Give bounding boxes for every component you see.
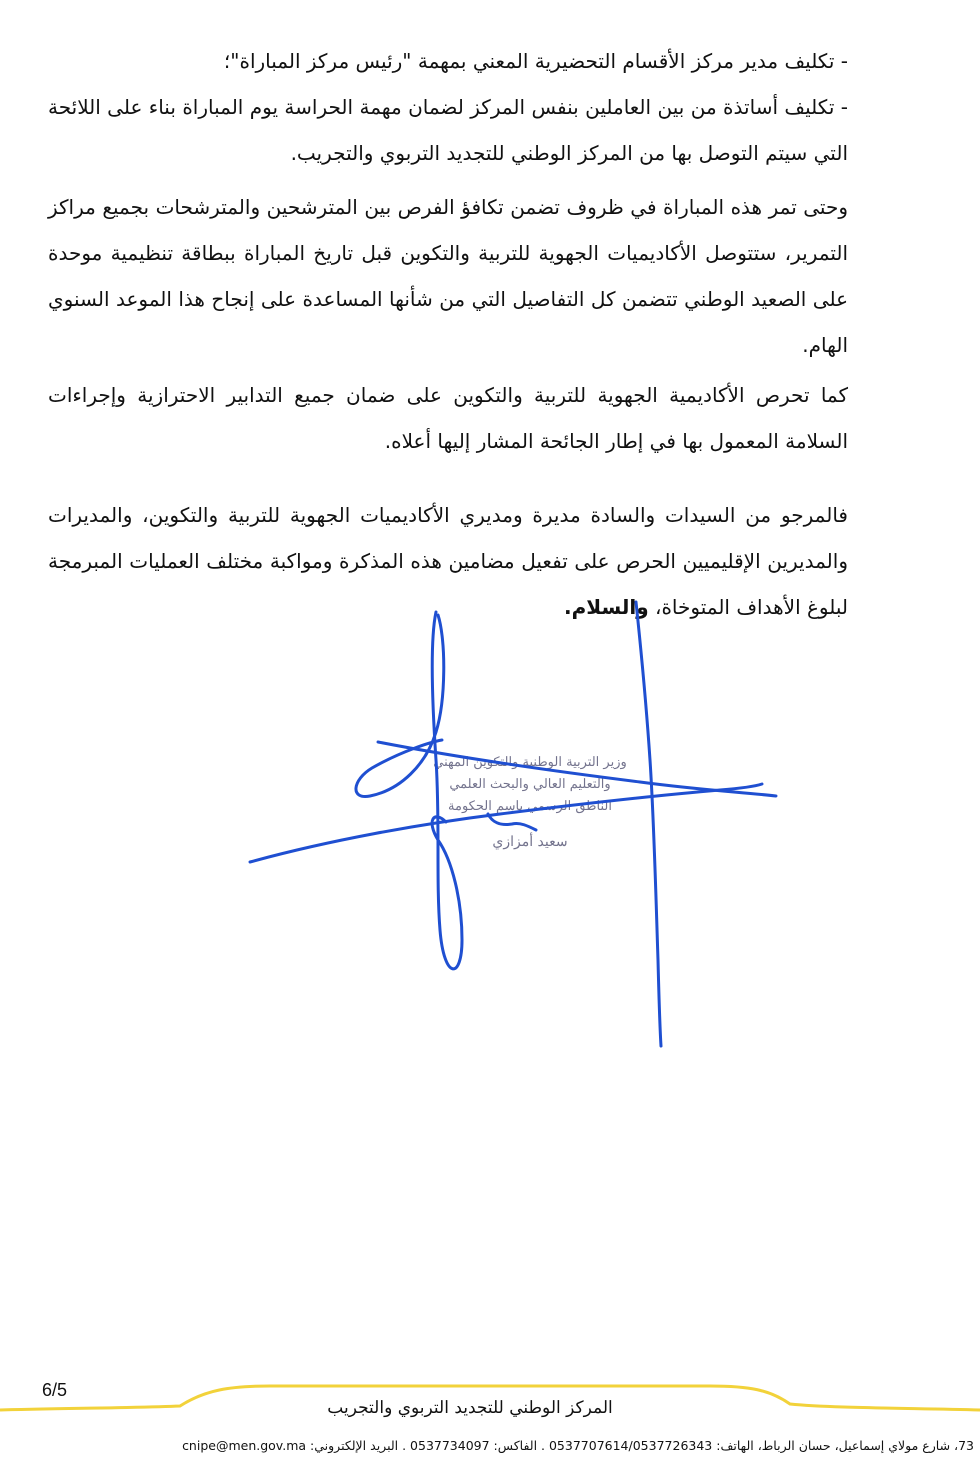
official-stamp: [420, 752, 640, 850]
footer-institution-name: المركز الوطني للتجديد التربوي والتجريب: [327, 1398, 613, 1418]
stamp-line: وزير التربية الوطنية والتكوين المهني: [433, 755, 627, 770]
closing-salutation: والسلام.: [564, 595, 649, 619]
stamp-line: الناطق الرسمي باسم الحكومة: [448, 799, 612, 814]
footer-address-text: 73، شارع مولاي إسماعيل، حسان الرباط، الهاتف: 0537707614/0537726343 . الفاكس: 0537734097 . البريد الإلكتروني:: [310, 1438, 974, 1453]
paragraph-text: كما تحرص الأكاديمية الجهوية للتربية والتكوين على ضمان جميع التدابير الاحترازية وإجراءات السلامة المعمول بها في إطار الجائحة المشار إليها أعلاه.: [48, 383, 848, 453]
paragraph-text: وحتى تمر هذه المباراة في ظروف تضمن تكافؤ الفرص بين المترشحين والمترشحات بجميع مراكز التمرير، ستتوصل الأكاديميات الجهوية للتربية والتكوين قبل تاريخ المباراة ببطاقة تنظيمية موحدة على الصعيد الوطني تتضمن كل التفاصيل التي من شأنها المساعدة على إنجاح هذا الموعد السنوي الهام.: [48, 195, 848, 357]
signatory-name: سعيد أمزازي: [492, 834, 568, 850]
list-item: - تكليف أساتذة من بين العاملين بنفس المركز لضمان مهمة الحراسة يوم المباراة بناء على اللائحة التي سيتم التوصل بها من المركز الوطني للتجديد التربوي والتجريب.: [48, 95, 848, 165]
request-text: فالمرجو من السيدات والسادة مديرة ومديري الأكاديميات الجهوية للتربية والتكوين، والمديرات والمديرين الإقليميين الحرص على تفعيل مضامين هذه المذكرة ومواكبة مختلف العمليات المبرمجة لبلوغ الأهداف المتوخاة،: [48, 503, 848, 619]
paragraph-safety: [48, 372, 848, 464]
assignment-list: [48, 38, 848, 176]
paragraph-organization: [48, 184, 848, 368]
page-number: 6/5: [42, 1380, 68, 1400]
paragraph-text: [48, 492, 848, 630]
footer-contact: [6, 1438, 974, 1453]
paragraph-request: [48, 492, 848, 630]
footer-divider-curve: [0, 1370, 980, 1477]
footer-email-link[interactable]: cnipe@men.gov.ma: [182, 1438, 307, 1453]
stamp-line: والتعليم العالي والبحث العلمي: [449, 777, 611, 792]
list-item: - تكليف مدير مركز الأقسام التحضيرية المعني بمهمة "رئيس مركز المباراة"؛: [223, 49, 848, 73]
